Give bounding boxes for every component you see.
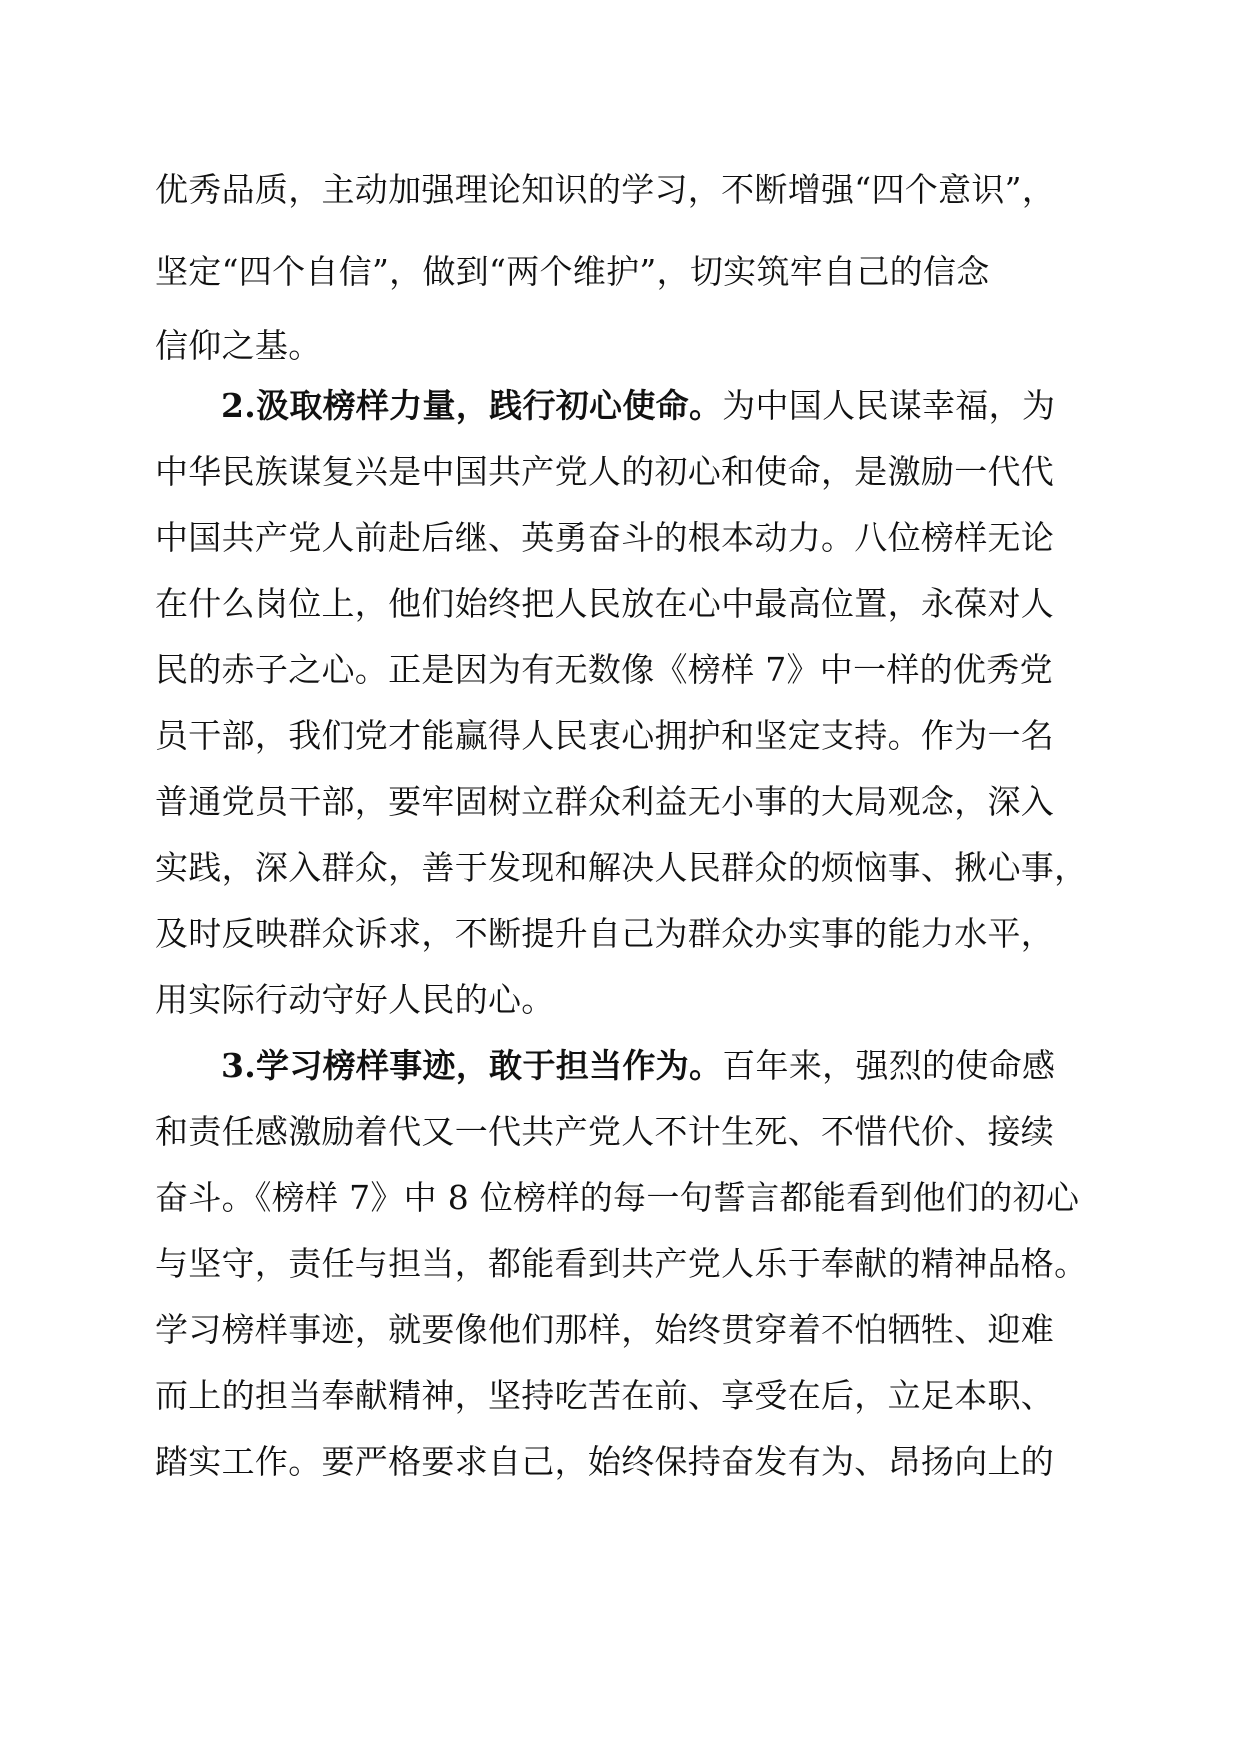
paragraph-2-line-3: 中国共产党人前赴后继、英勇奋斗的根本动力。八位榜样无论: [155, 518, 1055, 557]
paragraph-1-line-3: 信仰之基。: [155, 326, 322, 365]
paragraph-2-line-2: 中华民族谋复兴是中国共产党人的初心和使命，是激励一代代: [155, 452, 1055, 491]
paragraph-2-line-7: 普通党员干部，要牢固树立群众利益无小事的大局观念，深入: [155, 782, 1055, 821]
paragraph-3-line-7: 踏实工作。要严格要求自己，始终保持奋发有为、昂扬向上的: [155, 1442, 1055, 1481]
paragraph-2-first-line-rest: 为中国人民谋幸福，为: [722, 386, 1056, 425]
paragraph-2-line-9: 及时反映群众诉求，不断提升自己为群众办实事的能力水平，: [155, 914, 1055, 953]
paragraph-3-line-6: 而上的担当奉献精神，坚持吃苦在前、享受在后，立足本职、: [155, 1376, 1055, 1415]
paragraph-3-line-2: 和责任感激励着代又一代共产党人不计生死、不惜代价、接续: [155, 1112, 1055, 1151]
paragraph-2-line-5: 民的赤子之心。正是因为有无数像《榜样 7》中一样的优秀党: [155, 650, 1053, 689]
paragraph-2-line-8: 实践，深入群众，善于发现和解决人民群众的烦恼事、揪心事，: [155, 848, 1088, 887]
paragraph-2-heading: 2.汲取榜样力量，践行初心使命。: [221, 386, 723, 425]
paragraph-3-line-5: 学习榜样事迹，就要像他们那样，始终贯穿着不怕牺牲、迎难: [155, 1310, 1055, 1349]
paragraph-2-line-4: 在什么岗位上，他们始终把人民放在心中最高位置，永葆对人: [155, 584, 1055, 623]
paragraph-3-line-4: 与坚守，责任与担当，都能看到共产党人乐于奉献的精神品格。: [155, 1244, 1088, 1283]
paragraph-1-line-1: 优秀品质，主动加强理论知识的学习，不断增强“四个意识”，: [155, 170, 1056, 209]
paragraph-3-first-line: [221, 1046, 1055, 1086]
paragraph-3-line-3: 奋斗。《榜样 7》中 8 位榜样的每一句誓言都能看到他们的初心: [155, 1178, 1080, 1217]
paragraph-2-first-line: [221, 386, 1055, 426]
paragraph-2-line-10: 用实际行动守好人民的心。: [155, 980, 555, 1019]
paragraph-3-first-line-rest: 百年来，强烈的使命感: [722, 1046, 1056, 1085]
paragraph-2-line-6: 员干部，我们党才能赢得人民衷心拥护和坚定支持。作为一名: [155, 716, 1055, 755]
paragraph-3-heading: 3.学习榜样事迹，敢于担当作为。: [221, 1046, 723, 1085]
paragraph-1-line-2: 坚定“四个自信”，做到“两个维护”，切实筑牢自己的信念: [155, 252, 990, 291]
